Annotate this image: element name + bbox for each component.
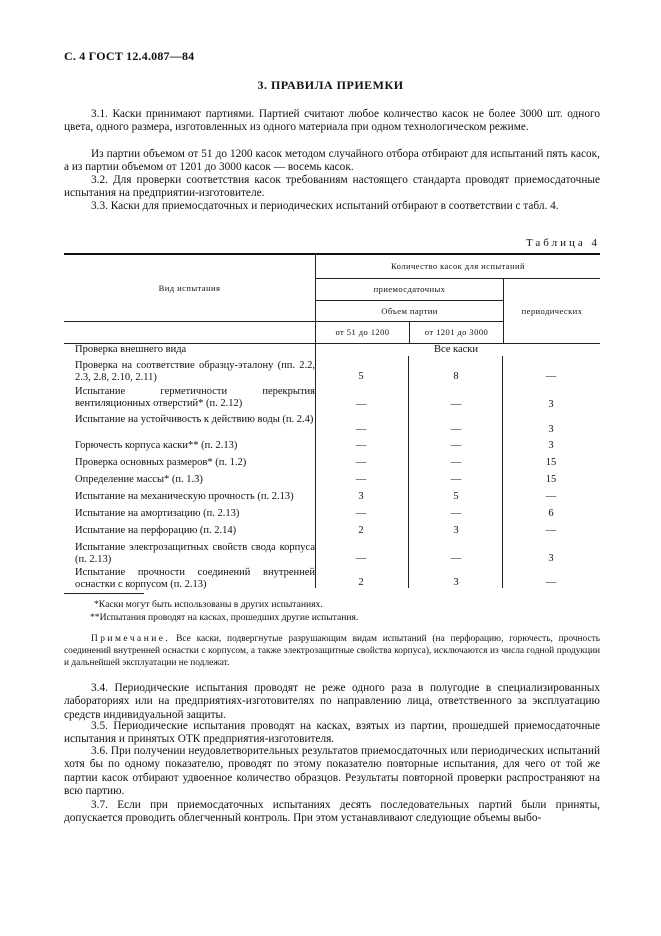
row-value-periodic: 3 — [548, 399, 554, 410]
row-value-small: — — [355, 553, 367, 564]
row-value-large: 3 — [453, 525, 459, 536]
row-value-large: — — [450, 440, 462, 451]
row-test-name: Проверка внешнего вида — [75, 344, 187, 355]
row-test-name: Горючесть корпуса каски** (п. 2.13) — [75, 440, 238, 451]
header-range-small: от 51 до 1200 — [316, 321, 410, 343]
footnote-1: *Каски могут быть использованы в других испытаниях. — [94, 599, 323, 610]
header-batch-volume: Объем партии — [316, 300, 504, 321]
header-sample-count: Количество касок для испытаний — [316, 254, 601, 278]
header-range-large: от 1201 до 3000 — [410, 321, 504, 343]
row-value-large: — — [450, 424, 462, 435]
row-value-periodic: 3 — [548, 553, 554, 564]
row-value-small: 3 — [358, 491, 364, 502]
table-label: Таблица 4 — [525, 237, 600, 249]
row-value-periodic: 3 — [548, 424, 554, 435]
row-value-large: 3 — [453, 577, 459, 588]
row-value-large: — — [450, 457, 462, 468]
row-value-small: — — [355, 457, 367, 468]
row-value-small: 5 — [358, 371, 364, 382]
row-value-large: — — [450, 508, 462, 519]
row-test-name: Испытание герметичности перекрытия вентиляционных отверстий* (п. 2.12) — [75, 386, 315, 409]
footnote-rule — [64, 593, 144, 594]
footnote-2: **Испытания проводят на касках, прошедших другие испытания. — [90, 612, 359, 623]
table-header — [64, 253, 600, 344]
row-test-name: Испытание на механическую прочность (п. 2.13) — [75, 491, 294, 502]
header-test-type: Вид испытания — [64, 254, 316, 321]
row-value-small: — — [355, 424, 367, 435]
row-value-periodic: 6 — [548, 508, 554, 519]
paragraph-3-5: 3.5. Периодические испытания проводят на касках, взятых из партии, прошедшей приемосдаточные испытания и принятых ОТК предприятия-изготовителя. — [64, 720, 600, 746]
paragraph-3-2: 3.2. Для проверки соответствия касок требованиям настоящего стандарта проводят приемосдаточные испытания на предприятии-изготовителе. — [64, 174, 600, 200]
row-value-periodic: 15 — [545, 457, 557, 468]
row-value-small: — — [355, 440, 367, 451]
row-test-name: Испытание на амортизацию (п. 2.13) — [75, 508, 240, 519]
table-note — [64, 633, 600, 669]
row-value-small: 2 — [358, 525, 364, 536]
row-value-large: 8 — [453, 371, 459, 382]
row-value-large: — — [450, 474, 462, 485]
row-test-name: Испытание прочности соединений внутренней оснастки с корпусом (п. 2.13) — [75, 567, 315, 590]
row-value-periodic: — — [545, 525, 557, 536]
row-merged-value: Все каски — [433, 344, 479, 355]
row-test-name: Испытание на перфорацию (п. 2.14) — [75, 525, 237, 536]
note-text: Все каски, подвергнутые разрушающим видам испытаний (на перфорацию, горючесть, прочность соединений внутренней оснастки с корпусом, а также электрозащитные свойства корпуса), исключаются из числа годной продукции и дальнейшей эксплуатации не подлежат. — [64, 634, 600, 668]
paragraph-3-1: 3.1. Каски принимают партиями. Партией считают любое количество касок не более 3000 шт. одного цвета, одного размера, изготовленных из одного материала при одном технологическом режиме. — [64, 108, 600, 134]
row-value-small: — — [355, 474, 367, 485]
row-test-name: Проверка на соответствие образцу-эталону (пп. 2.2, 2.3, 2.8, 2.10, 2.11) — [75, 360, 315, 383]
row-value-large: — — [450, 399, 462, 410]
section-title: 3. ПРАВИЛА ПРИЕМКИ — [257, 78, 404, 92]
paragraph-3-7: 3.7. Если при приемосдаточных испытаниях десять последовательных партий были приняты, допускается проводить облегченный контроль. При этом устанавливают следующие объемы выбо- — [64, 799, 600, 825]
row-value-periodic: 15 — [545, 474, 557, 485]
row-value-small: — — [355, 508, 367, 519]
row-value-periodic: — — [545, 577, 557, 588]
row-value-periodic: — — [545, 371, 557, 382]
header-acceptance: приемосдаточных — [316, 278, 504, 300]
row-value-periodic: 3 — [548, 440, 554, 451]
row-test-name: Испытание на устойчивость к действию воды (п. 2.4) — [75, 414, 314, 425]
row-test-name: Определение массы* (п. 1.3) — [75, 474, 203, 485]
row-value-large: 5 — [453, 491, 459, 502]
header-periodic: периодических — [504, 278, 601, 343]
paragraph-3-4: 3.4. Периодические испытания проводят не реже одного раза в полугодие в специализированных лабораториях или на предприятиях-изготовителях по направлению лица, ответственного за эксплуатацию средств индивидуальной защиты. — [64, 682, 600, 721]
row-test-name: Испытание электрозащитных свойств свода корпуса (п. 2.13) — [75, 542, 315, 565]
note-label: Примечание. — [91, 634, 171, 644]
row-value-small: 2 — [358, 577, 364, 588]
column-rule — [408, 356, 409, 588]
row-value-large: — — [450, 553, 462, 564]
row-test-name: Проверка основных размеров* (п. 1.2) — [75, 457, 247, 468]
page-header: С. 4 ГОСТ 12.4.087—84 — [64, 49, 195, 63]
paragraph-3-6: 3.6. При получении неудовлетворительных результатов приемосдаточных или периодических испытаний хотя бы по одному показателю, проводят по этому показателю повторные испытания, для чего от той же партии касок отбирают удвоенное количество образцов. Результаты повторной проверки распространяют на всю партию. — [64, 745, 600, 798]
paragraph-3-3: 3.3. Каски для приемосдаточных и периодических испытаний отбирают в соответствии с табл. 4. — [91, 200, 559, 212]
row-value-small: — — [355, 399, 367, 410]
row-value-periodic: — — [545, 491, 557, 502]
paragraph-batch-sampling: Из партии объемом от 51 до 1200 касок методом случайного отбора отбирают для испытаний пять касок, а из партии объемом от 1201 до 3000 касок — восемь касок. — [64, 148, 600, 174]
